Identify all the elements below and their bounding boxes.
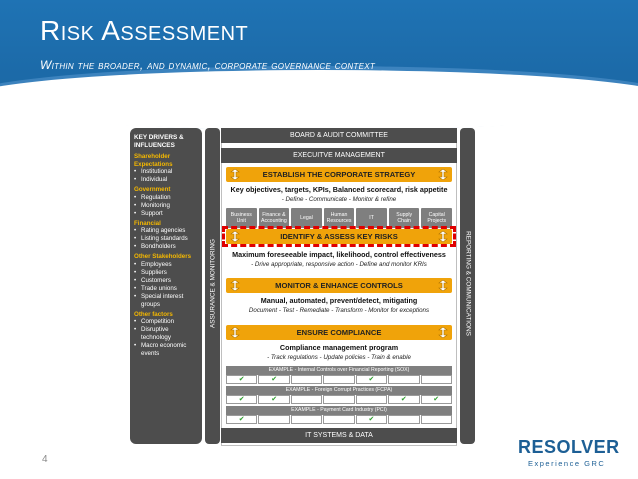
identify-description: Maximum foreseeable impact, likelihood, control effectiveness [232,250,446,259]
unit-box: Business Unit [226,208,257,228]
highlight-dashed-box [222,226,456,247]
double-arrow-icon [438,169,448,180]
monitor-actions: Document - Test - Remediate - Transform - Monitor for exceptions [248,307,430,314]
check-cell [323,395,354,404]
driver-group-name: Other Stakeholders [134,253,192,260]
double-arrow-icon [230,280,240,291]
resolver-logo [518,437,630,473]
double-arrow-icon [438,327,448,338]
check-icon: ✔ [356,375,387,384]
check-cell [291,395,322,404]
key-drivers-heading: KEY DRIVERS & INFLUENCES [134,134,184,149]
check-cell [421,415,452,424]
driver-item: • Individual [134,176,198,184]
ensure-compliance-bar [226,325,452,340]
driver-item: • Customers [134,277,198,285]
driver-group-list [134,318,198,358]
check-icon: ✔ [356,415,387,424]
check-cell [388,415,419,424]
identify-actions: - Drive appropriate, responsive action - Define and monitor KRIs [251,261,427,268]
key-drivers-panel [130,128,202,444]
driver-item: • Special interest groups [134,293,198,309]
driver-item: • Support [134,210,198,218]
check-icon: ✔ [258,395,289,404]
executive-management-bar: EXECUITVE MANAGEMENT [221,148,457,163]
check-cell [258,415,289,424]
check-cell [291,375,322,384]
strategy-actions: - Define - Communicate - Monitor & refine [281,196,397,203]
driver-group-name: Other factors [134,310,173,318]
driver-item: • Regulation [134,194,198,202]
driver-group-list [134,194,198,218]
driver-item: • Institutional [134,168,198,176]
check-cell [323,415,354,424]
unit-box: Finance & Accounting [259,208,290,228]
reporting-communications-label: REPORTING & COMMUNICATIONS [464,231,472,336]
driver-item: • Trade unions [134,285,198,293]
double-arrow-icon [438,280,448,291]
monitor-controls-bar [226,278,452,293]
monitor-controls-label: MONITOR & ENHANCE CONTROLS [275,281,403,290]
driver-item: • Disruptive technology [134,326,198,342]
unit-box: Legal [291,208,322,228]
check-cell [323,375,354,384]
reporting-communications-bar [460,128,475,444]
unit-box: Capital Projects [421,208,452,228]
it-systems-bar: IT SYSTEMS & DATA [221,428,457,443]
driver-group-list [134,227,198,251]
double-arrow-icon [230,327,240,338]
unit-box: IT [356,208,387,228]
driver-item: • Rating agencies [134,227,198,235]
page-title: Risk Assessment [40,15,249,46]
logo-wordmark: RESOLVER [518,437,620,457]
board-audit-bar: BOARD & AUDIT COMMITTEE [221,128,457,143]
check-icon: ✔ [258,375,289,384]
compliance-actions: - Track regulations - Update policies - Train & enable [267,354,411,361]
driver-item: • Employees [134,261,198,269]
check-icon: ✔ [226,375,257,384]
example-pci-checks [226,415,452,424]
driver-item: • Macro economic events [134,342,198,358]
ensure-compliance-label: ENSURE COMPLIANCE [296,328,382,337]
check-icon: ✔ [226,415,257,424]
unit-box: Human Resources [324,208,355,228]
driver-item: • Listing standards [134,235,198,243]
compliance-description: Compliance management program [279,343,399,352]
check-cell [291,415,322,424]
driver-item: • Suppliers [134,269,198,277]
driver-group-name: Shareholder Expectations [134,153,173,168]
logo-tagline: Experience GRC [528,459,606,468]
business-units-row [226,208,452,228]
driver-group-list [134,168,198,184]
header-curve [0,70,638,130]
example-sox-row: EXAMPLE - Internal Controls over Financial Reporting (SOX) [226,366,452,375]
driver-group-name: Financial [134,219,161,227]
assurance-monitoring-bar [205,128,220,444]
check-icon: ✔ [421,395,452,404]
strategy-bar [226,167,452,182]
assurance-monitoring-label: ASSURANCE & MONITORING [209,239,217,329]
example-sox-checks [226,375,452,384]
strategy-description: Key objectives, targets, KPIs, Balanced scorecard, risk appetite [230,185,448,194]
example-pci-row: EXAMPLE - Payment Card Industry (PCI) [226,406,452,415]
example-fcpa-checks [226,395,452,404]
check-icon: ✔ [226,395,257,404]
page-number: 4 [42,454,48,465]
driver-item: • Competition [134,318,198,326]
monitor-description: Manual, automated, prevent/detect, mitigating [260,296,418,305]
page-subtitle: Within the broader, and dynamic, corporate governance context [40,58,376,72]
example-fcpa-row: EXAMPLE - Foreign Corrupt Practices (FCPA) [226,386,452,395]
identify-assess-label: IDENTIFY & ASSESS KEY RISKS [280,232,398,241]
check-cell [388,375,419,384]
double-arrow-icon [230,169,240,180]
unit-box: Supply Chain [389,208,420,228]
driver-group-list [134,261,198,309]
driver-group-name: Government [134,186,171,193]
check-icon: ✔ [388,395,419,404]
strategy-bar-label: ESTABLISH THE CORPORATE STRATEGY [262,170,416,179]
check-cell [356,395,387,404]
check-cell [421,375,452,384]
driver-item: • Monitoring [134,202,198,210]
driver-item: • Bondholders [134,243,198,251]
